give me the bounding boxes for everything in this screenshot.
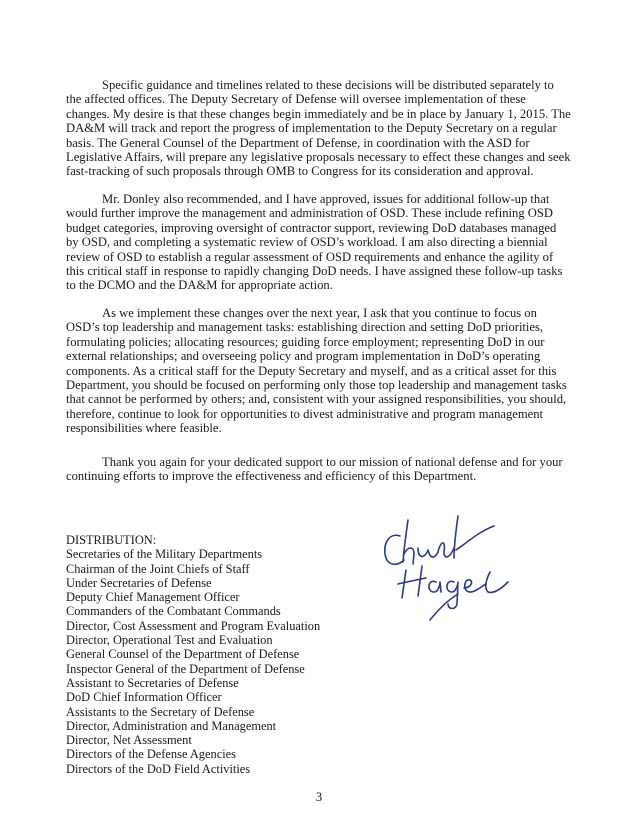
distribution-list — [66, 547, 320, 776]
distribution-item: Director, Operational Test and Evaluation — [66, 633, 273, 648]
distribution-title: DISTRIBUTION: — [66, 533, 157, 547]
distribution-item: Director, Net Assessment — [66, 733, 192, 748]
page-number: 3 — [315, 790, 323, 804]
distribution-block — [66, 533, 320, 776]
distribution-item: Director, Administration and Management — [66, 718, 277, 733]
distribution-item: Assistants to the Secretary of Defense — [66, 704, 255, 719]
paragraph-leadership-tasks: As we implement these changes over the next year, I ask that you continue to focus on OSD’s top leadership and management tasks: establishing direction and setting DoD priorities, formulating policies; allocating resources; guiding force employment; representing DoD in our external relationships; and overseeing policy and program implementation in DoD’s operating components. As a critical staff for the Deputy Secretary and myself, and as a critical asset for this Department, you should be focused on performing only those top leadership and management tasks that cannot be performed by others; and, consistent with your assigned responsibilities, you should, therefore, continue to look for opportunities to divest administrative and program management responsibilities where feasible. — [66, 306, 567, 436]
distribution-item: Secretaries of the Military Departments — [66, 547, 263, 562]
distribution-item: Commanders of the Combatant Commands — [66, 604, 281, 619]
distribution-item: Deputy Chief Management Officer — [66, 590, 240, 605]
distribution-item: Inspector General of the Department of Defense — [66, 661, 305, 676]
distribution-item: DoD Chief Information Officer — [66, 690, 222, 705]
distribution-item: Under Secretaries of Defense — [66, 575, 212, 590]
distribution-item: Director, Cost Assessment and Program Evaluation — [66, 618, 321, 633]
distribution-item: General Counsel of the Department of Defense — [66, 647, 300, 662]
paragraph-guidance: Specific guidance and timelines related to these decisions will be distributed separately to the affected offices. The Deputy Secretary of Defense will oversee implementation of these changes. My desire is that these changes begin immediately and be in place by January 1, 2015. The DA&M will track and report the progress of implementation to the Deputy Secretary on a regular basis. The General Counsel of the Department of Defense, in coordination with the ASD for Legislative Affairs, will prepare any legislative proposals necessary to effect these changes and seek fast-tracking of such proposals through OMB to Congress for its consideration and approval. — [66, 78, 571, 179]
paragraph-thank-you: Thank you again for your dedicated support to our mission of national defense and for your continuing efforts to improve the effectiveness and efficiency of this Department. — [66, 455, 563, 484]
distribution-item: Chairman of the Joint Chiefs of Staff — [66, 561, 250, 576]
handwritten-signature — [378, 512, 518, 627]
distribution-item: Directors of the DoD Field Activities — [66, 761, 251, 776]
distribution-item: Assistant to Secretaries of Defense — [66, 675, 239, 690]
distribution-item: Directors of the Defense Agencies — [66, 747, 236, 762]
paragraph-follow-up: Mr. Donley also recommended, and I have approved, issues for additional follow-up that would further improve the management and administration of OSD. These include refining OSD budget categories, improving oversight of contractor support, reviewing DoD databases managed by OSD, and completing a systematic review of OSD’s workload. I am also directing a biennial review of OSD to establish a regular assessment of OSD requirements and enhance the agility of this critical staff in response to rapidly changing DoD needs. I have assigned these follow-up tasks to the DCMO and the DA&M for appropriate action. — [66, 192, 563, 293]
